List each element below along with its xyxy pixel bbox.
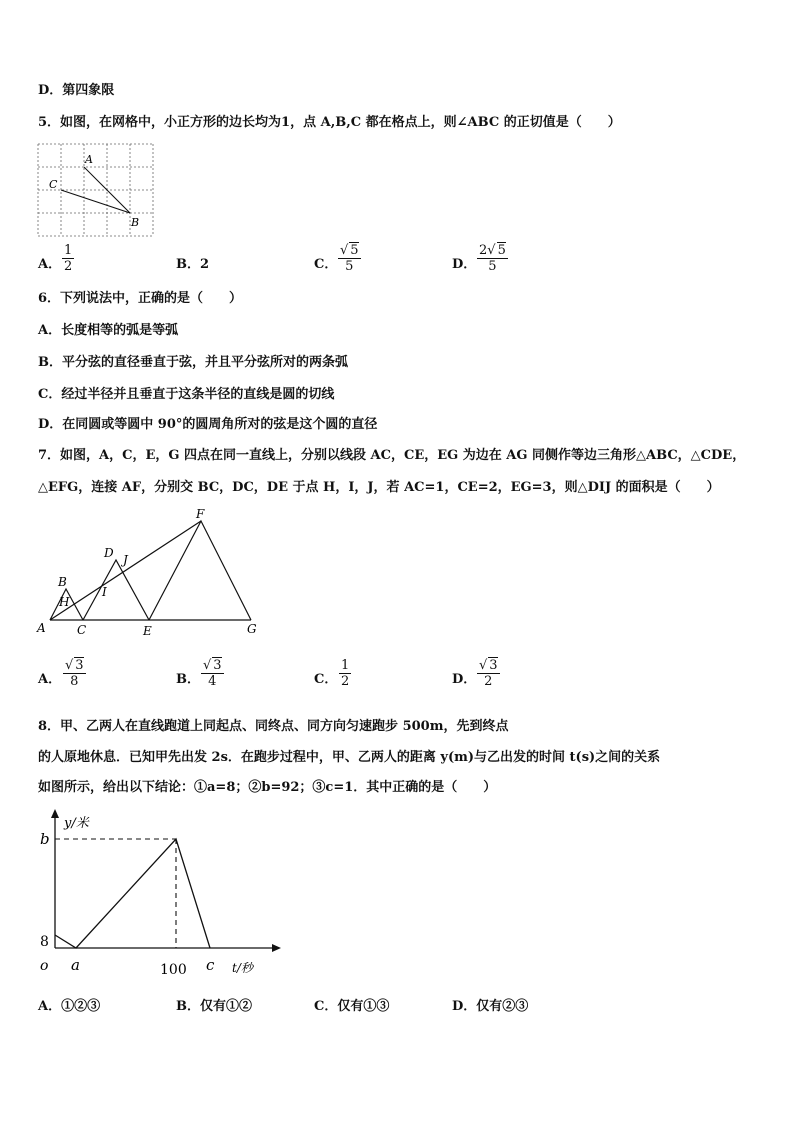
q7-option-a-radicand: 3 (75, 658, 84, 673)
q7-option-c-num: 1 (341, 658, 350, 673)
sqrt-icon: √ (340, 243, 349, 258)
q7-label-g: G (247, 622, 257, 636)
q8-stem-line1: 8．甲、乙两人在直线跑道上同起点、同终点、同方向匀速跑步 500m，先到终点 (38, 719, 509, 734)
q5-label-b: B (131, 216, 140, 229)
q7-triangles-figure (34, 505, 266, 640)
q7-option-c-fraction (339, 658, 351, 689)
q8-option-d: D．仅有②③ (452, 999, 529, 1014)
q7-option-b-num (201, 658, 224, 673)
q5-option-d-label: D． (452, 257, 477, 272)
q8-label-8: 8 (40, 934, 49, 950)
q6-option-a: A．长度相等的弧是等弧 (38, 323, 179, 338)
q7-stem-line2: △EFG，连接 AF，分别交 BC，DC，DE 于点 H，I，J，若 AC=1，CE=2，EG=3，则△DIJ 的面积是（ ） (38, 480, 720, 495)
sqrt-icon: √ (65, 658, 74, 673)
q5-option-c-fraction (338, 243, 361, 274)
q5-option-c-label: C． (314, 257, 338, 272)
q5-stem: 5．如图，在网格中，小正方形的边长均为1，点 A,B,C 都在格点上，则∠ABC 的正切值是（ ） (38, 115, 621, 130)
q7-option-b-label: B． (176, 672, 200, 687)
q5-option-c-num (338, 243, 361, 258)
q7-option-b-den: 4 (208, 674, 217, 689)
q7-label-c: C (77, 623, 87, 637)
q7-option-a-num (63, 658, 86, 673)
q7-option-c-den: 2 (341, 674, 350, 689)
q7-option-c-label: C． (314, 672, 338, 687)
q8-label-o: o (40, 958, 49, 974)
q6-stem: 6．下列说法中，正确的是（ ） (38, 291, 243, 306)
q8-ylabel: y/米 (64, 816, 89, 831)
q5-option-d-radicand: 5 (497, 243, 506, 258)
q5-option-b-value: 2 (200, 257, 210, 272)
q8-label-c: c (206, 956, 215, 974)
q6-option-b: B．平分弦的直径垂直于弦，并且平分弦所对的两条弧 (38, 355, 348, 370)
q7-option-b-fraction (201, 658, 224, 689)
q8-label-a: a (71, 956, 80, 974)
q5-grid-figure (36, 142, 158, 240)
q6-option-d: D．在同圆或等圆中 90°的圆周角所对的弦是这个圆的直径 (38, 417, 378, 432)
sqrt-icon: √ (203, 658, 212, 673)
q7-label-e: E (143, 624, 152, 638)
q7-option-d-den: 2 (484, 674, 493, 689)
q7-label-j: J (123, 553, 128, 567)
q7-option-a-label: A． (38, 672, 62, 687)
q7-option-b-radicand: 3 (213, 658, 222, 673)
sqrt-icon: √ (479, 658, 488, 673)
q7-label-d: D (104, 546, 114, 560)
q7-stem-line1: 7．如图，A，C，E，G 四点在同一直线上，分别以线段 AC，CE，EG 为边在 AG 同侧作等边三角形△ABC，△CDE， (38, 448, 746, 463)
q4-option-d: D．第四象限 (38, 83, 115, 98)
q8-label-b: b (40, 830, 50, 848)
q7-option-d-radicand: 3 (489, 658, 498, 673)
q5-label-c: C (49, 178, 58, 191)
sqrt-icon: √ (487, 243, 496, 258)
q5-label-a: A (85, 153, 93, 166)
q7-option-a-fraction (63, 658, 86, 689)
q7-label-a: A (37, 621, 46, 635)
q7-option-d-num (477, 658, 500, 673)
q7-option-d-fraction (477, 658, 500, 689)
q5-option-d-den: 5 (488, 259, 497, 274)
q8-stem-line3: 如图所示，给出以下结论：①a=8；②b=92；③c=1．其中正确的是（ ） (38, 780, 497, 795)
q8-stem-line2: 的人原地休息．已知甲先出发 2s．在跑步过程中，甲、乙两人的距离 y(m)与乙出发的时间 t(s)之间的关系 (38, 750, 661, 765)
q5-option-b (176, 256, 209, 274)
q5-option-d-fraction (477, 243, 508, 274)
q8-label-100: 100 (160, 962, 187, 978)
q5-option-a-label: A． (38, 257, 62, 272)
q7-label-h: H (59, 595, 70, 609)
q5-option-d-num (477, 243, 508, 258)
q5-option-a-num: 1 (64, 243, 73, 258)
q8-option-c: C．仅有①③ (314, 999, 390, 1014)
q7-option-a-den: 8 (70, 674, 79, 689)
q5-option-c-den: 5 (345, 259, 354, 274)
q5-option-b-label: B． (176, 257, 200, 272)
q7-label-f: F (196, 507, 205, 521)
q5-option-a-den: 2 (64, 259, 73, 274)
q8-option-b: B．仅有①② (176, 999, 252, 1014)
q8-option-a: A．①②③ (38, 999, 101, 1014)
q8-distance-time-graph (34, 808, 284, 983)
q5-option-a-fraction (62, 243, 74, 274)
q7-option-d-label: D． (452, 672, 477, 687)
q7-label-b: B (58, 575, 67, 589)
q8-xlabel: t/秒 (232, 961, 253, 975)
q6-option-c: C．经过半径并且垂直于这条半径的直线是圆的切线 (38, 387, 335, 402)
q5-option-d-coef: 2 (479, 243, 488, 258)
q5-option-c-radicand: 5 (350, 243, 359, 258)
q7-label-i: I (102, 585, 107, 599)
